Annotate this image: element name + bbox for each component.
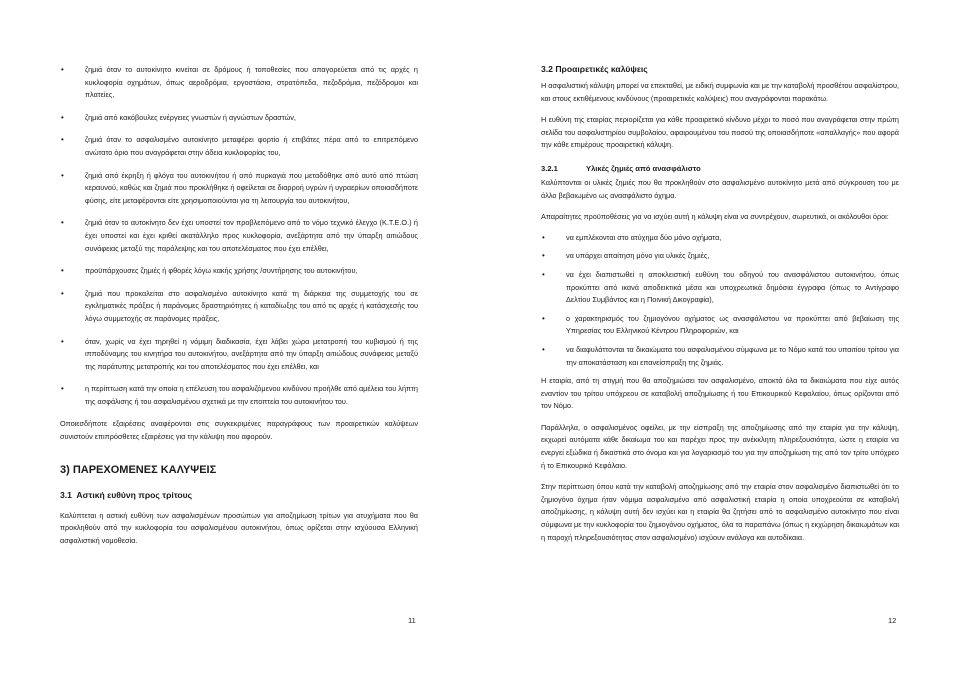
- subsection-number: 3.2.1: [541, 163, 558, 173]
- exclusions-list: [60, 64, 418, 408]
- list-item: • να υπάρχει απαίτηση μόνο για υλικές ζημιές,: [541, 250, 899, 263]
- right-page-content: [541, 64, 899, 544]
- paragraph: Η ευθύνη της εταιρίας περιορίζεται για κάθε προαιρετικό κίνδυνο μέχρι το ποσό που αναγράφεται στην πρώτη σελίδα του ασφαλιστηρίου συμβολαίου, αφαιρουμένου του ποσού της οποιασδήποτε «απαλλαγής» που αφορά την κάθε επιμέρους προαιρετική κάλυψη.: [541, 115, 899, 150]
- paragraph: Στην περίπτωση όπου κατά την καταβολή αποζημίωσης από την εταιρία στον ασφαλισμένο διαπιστωθεί ότι το ζημιογόνο όχημα ήταν νόμιμα ασφαλισμένο από ασφαλιστική εταιρία η οποία υποχρεούται σε καταβολή αποζημίωσης, η κάλυψη αυτή δεν ισχύει και η εταιρία θα ζητήσει από το ασφαλισμένο αυτοκίνητο που είναι σύμφωνα με την κυκλοφορία του ζημιογόνου οχήματος, όλα τα παραπάνω (όπως η εκχώρηση δικαιωμάτων και η παροχή πληρεξουσιότητας στον ασφαλισμένο) ισχύουν ανάλογα και αυτοδίκαια.: [541, 482, 899, 542]
- section-heading: 3) ΠΑΡΕΧΟΜΕΝΕΣ ΚΑΛΥΨΕΙΣ: [60, 463, 217, 476]
- list-item: • ζημιά όταν το αυτοκίνητο δεν έχει υποστεί τον προβλεπόμενο από το νόμο τεχνικό έλεγχο (Κ.Τ.Ε.Ο.) ή έχει υποστεί και έχει κριθεί ακατάλληλο προς κυκλοφορία, ανεξάρτητα από την ύπαρξη αιτιώδους συνάφειας μεταξύ της παράλειψης και του αποτελέσματος που έχει επέλθει,: [60, 217, 418, 255]
- closing-paragraph: Οποιεσδήποτε εξαιρέσεις αναφέρονται στις συγκεκριμένες παραγράφους των προαιρετικών καλύψεων συνιστούν επιπρόσθετες εξαιρέσεις για την κάλυψη που αφορούν.: [60, 419, 418, 442]
- paragraph: Απαραίτητες προϋποθέσεις για να ισχύει αυτή η κάλυψη είναι να συντρέχουν, σωρευτικά, οι ακόλουθοι όροι:: [541, 212, 889, 222]
- list-item: • ζημιά από έκρηξη ή φλόγα του αυτοκινήτου ή από πυρκαγιά που μεταδόθηκε από αυτό από πτώση κεραυνού, καθώς και ζημιά που προκλήθηκε ή οφείλεται σε διαρροή υγρών ή υγραερίων οποιασδήποτε φύσης, είτε μεταφέρονται είτε χρησιμοποιούνται για τη λειτουργία του αυτοκινήτου,: [60, 170, 418, 208]
- conditions-list: [541, 232, 899, 369]
- list-item: • όταν, χωρίς να έχει τηρηθεί η νόμιμη διαδικασία, έχει λάβει χώρα μετατροπή του κυβισμού ή της ιπποδύναμης του κινητήρα του αυτοκινήτου, ανεξάρτητα από την ύπαρξη αιτιώδους συνάφειας μεταξύ της παράτυπης μετατροπής και του αποτελέσματος που έχει επέλθει, και: [60, 336, 418, 374]
- paragraph: Παράλληλα, ο ασφαλισμένος οφείλει, με την είσπραξη της αποζημίωσης από την εταιρία για την κάλυψη, εκχωρεί αυτόματα κάθε δικαίωμα του και παρέχει προς την ανέκκλητη πληρεξουσιότητα, ώστε η εταιρία να ενεργεί εξώδικα ή δικαστικά στο όνομα και για λογαριασμό του για την αποζημίωση της από τον τρίτο υπόχρεο ή το Επικουρικό Κεφάλαιο.: [541, 422, 899, 470]
- list-item: • να εμπλέκονται στο ατύχημα δύο μόνο οχήματα,: [541, 232, 899, 245]
- page-number: 12: [888, 616, 897, 625]
- list-item: • ο χαρακτηρισμός του ζημιογόνου οχήματος ως ανασφάλιστου να προκύπτει από βεβαίωση της Υπηρεσίας του Ελληνικού Κέντρου Πληροφοριών, και: [541, 313, 899, 338]
- list-item: • να έχει διαπιστωθεί η αποκλειστική ευθύνη του οδηγού του ανασφάλιστου αυτοκινήτου, όπως προκύπτει από ικανά αποδεικτικά μέσα και υποχρεωτικά δημόσια έγγραφα (όπως το Αντίγραφο Δελτίου Συμβάντος και η Ποινική Δικογραφία),: [541, 269, 899, 307]
- right-page: [480, 0, 960, 674]
- left-page-content: [60, 64, 418, 547]
- section-heading: 3.2 Προαιρετικές καλύψεις: [541, 64, 648, 74]
- list-item: • προϋπάρχουσες ζημιές ή φθορές λόγω κακής χρήσης /συντήρησης του αυτοκινήτου,: [60, 265, 418, 278]
- subsection-title: Υλικές ζημιές από ανασφάλιστο: [586, 163, 701, 173]
- subsection-paragraph: Καλύπτεται η αστική ευθύνη των ασφαλισμένων προσώπων για αποζημίωση τρίτων για ατυχήματα που θα προκληθούν από την κυκλοφορία του ασφαλισμένου αυτοκινήτου, όπως ορίζεται στην ισχύουσα Ελληνική ασφαλιστική νομοθεσία.: [60, 510, 418, 545]
- list-item: • ζημιά όταν το αυτοκίνητο κινείται σε δρόμους ή τοποθεσίες που απαγορεύεται από τις αρχές η κυκλοφορία οχημάτων, όπως αεροδρόμια, εργοστάσια, στρατόπεδα, πεζοδρόμια, πεζόδρομοι και πλατείες,: [60, 64, 418, 102]
- list-item: • η περίπτωση κατά την οποία η επέλευση του ασφαλιζόμενου κινδύνου προήλθε από αμέλεια του λήπτη της ασφάλισης ή του ασφαλισμένου σχετικά με την εποπτεία του αυτοκινήτου του.: [60, 383, 418, 408]
- list-item: • ζημιά που προκαλείται στο ασφαλισμένο αυτοκίνητο κατά τη διάρκεια της συμμετοχής του σε εγκληματικές πράξεις ή παράνομες δραστηριότητες ή καταδίωξης του από τις αρχές ή κατάσχεσής του λόγω συμμετοχής σε παράνομες πράξεις,: [60, 288, 418, 326]
- paragraph: Καλύπτονται οι υλικές ζημιές που θα προκληθούν στο ασφαλισμένο αυτοκίνητο μετά από σύγκρουση του με άλλο βεβαιωμένο ως ανασφάλιστο όχημα.: [541, 177, 899, 200]
- page-number: 11: [408, 616, 416, 625]
- list-item: • ζημιά όταν το ασφαλισμένο αυτοκίνητο μεταφέρει φορτίο ή επιβάτες πέρα από το επιτρεπόμενο ανώτατο όριο που αναγράφεται στην άδεια κυκλοφορίας του,: [60, 134, 418, 159]
- paragraph: Η εταιρία, από τη στιγμή που θα αποζημιώσει τον ασφαλισμένο, αποκτά όλα τα δικαιώματα που είχε αυτός εναντίον του τρίτου υπόχρεου σε καταβολή αποζημίωσης ή του Επικουρικού Κεφαλαίου, όπως ορίζονται από τον Νόμο.: [541, 376, 899, 411]
- list-item: • να διαφυλάττονται τα δικαιώματα του ασφαλισμένου σύμφωνα με το Νόμο κατά του υπαιτίου τρίτου για την αποκατάσταση και επανείσπραξη της ζημιάς.: [541, 344, 899, 369]
- list-item: • ζημιά από κακόβουλες ενέργειες γνωστών ή αγνώστων δραστών,: [60, 112, 418, 125]
- subsection-heading: 3.1 Αστική ευθύνη προς τρίτους: [60, 489, 193, 500]
- subsection-heading: [541, 164, 899, 173]
- paragraph: Η ασφαλιστική κάλυψη μπορεί να επεκταθεί, με ειδική συμφωνία και με την καταβολή προσθέτου ασφαλίστρου, και στους εκτιθέμενους κινδύνους (προαιρετικές καλύψεις) που αναγράφονται παρακάτω.: [541, 81, 899, 103]
